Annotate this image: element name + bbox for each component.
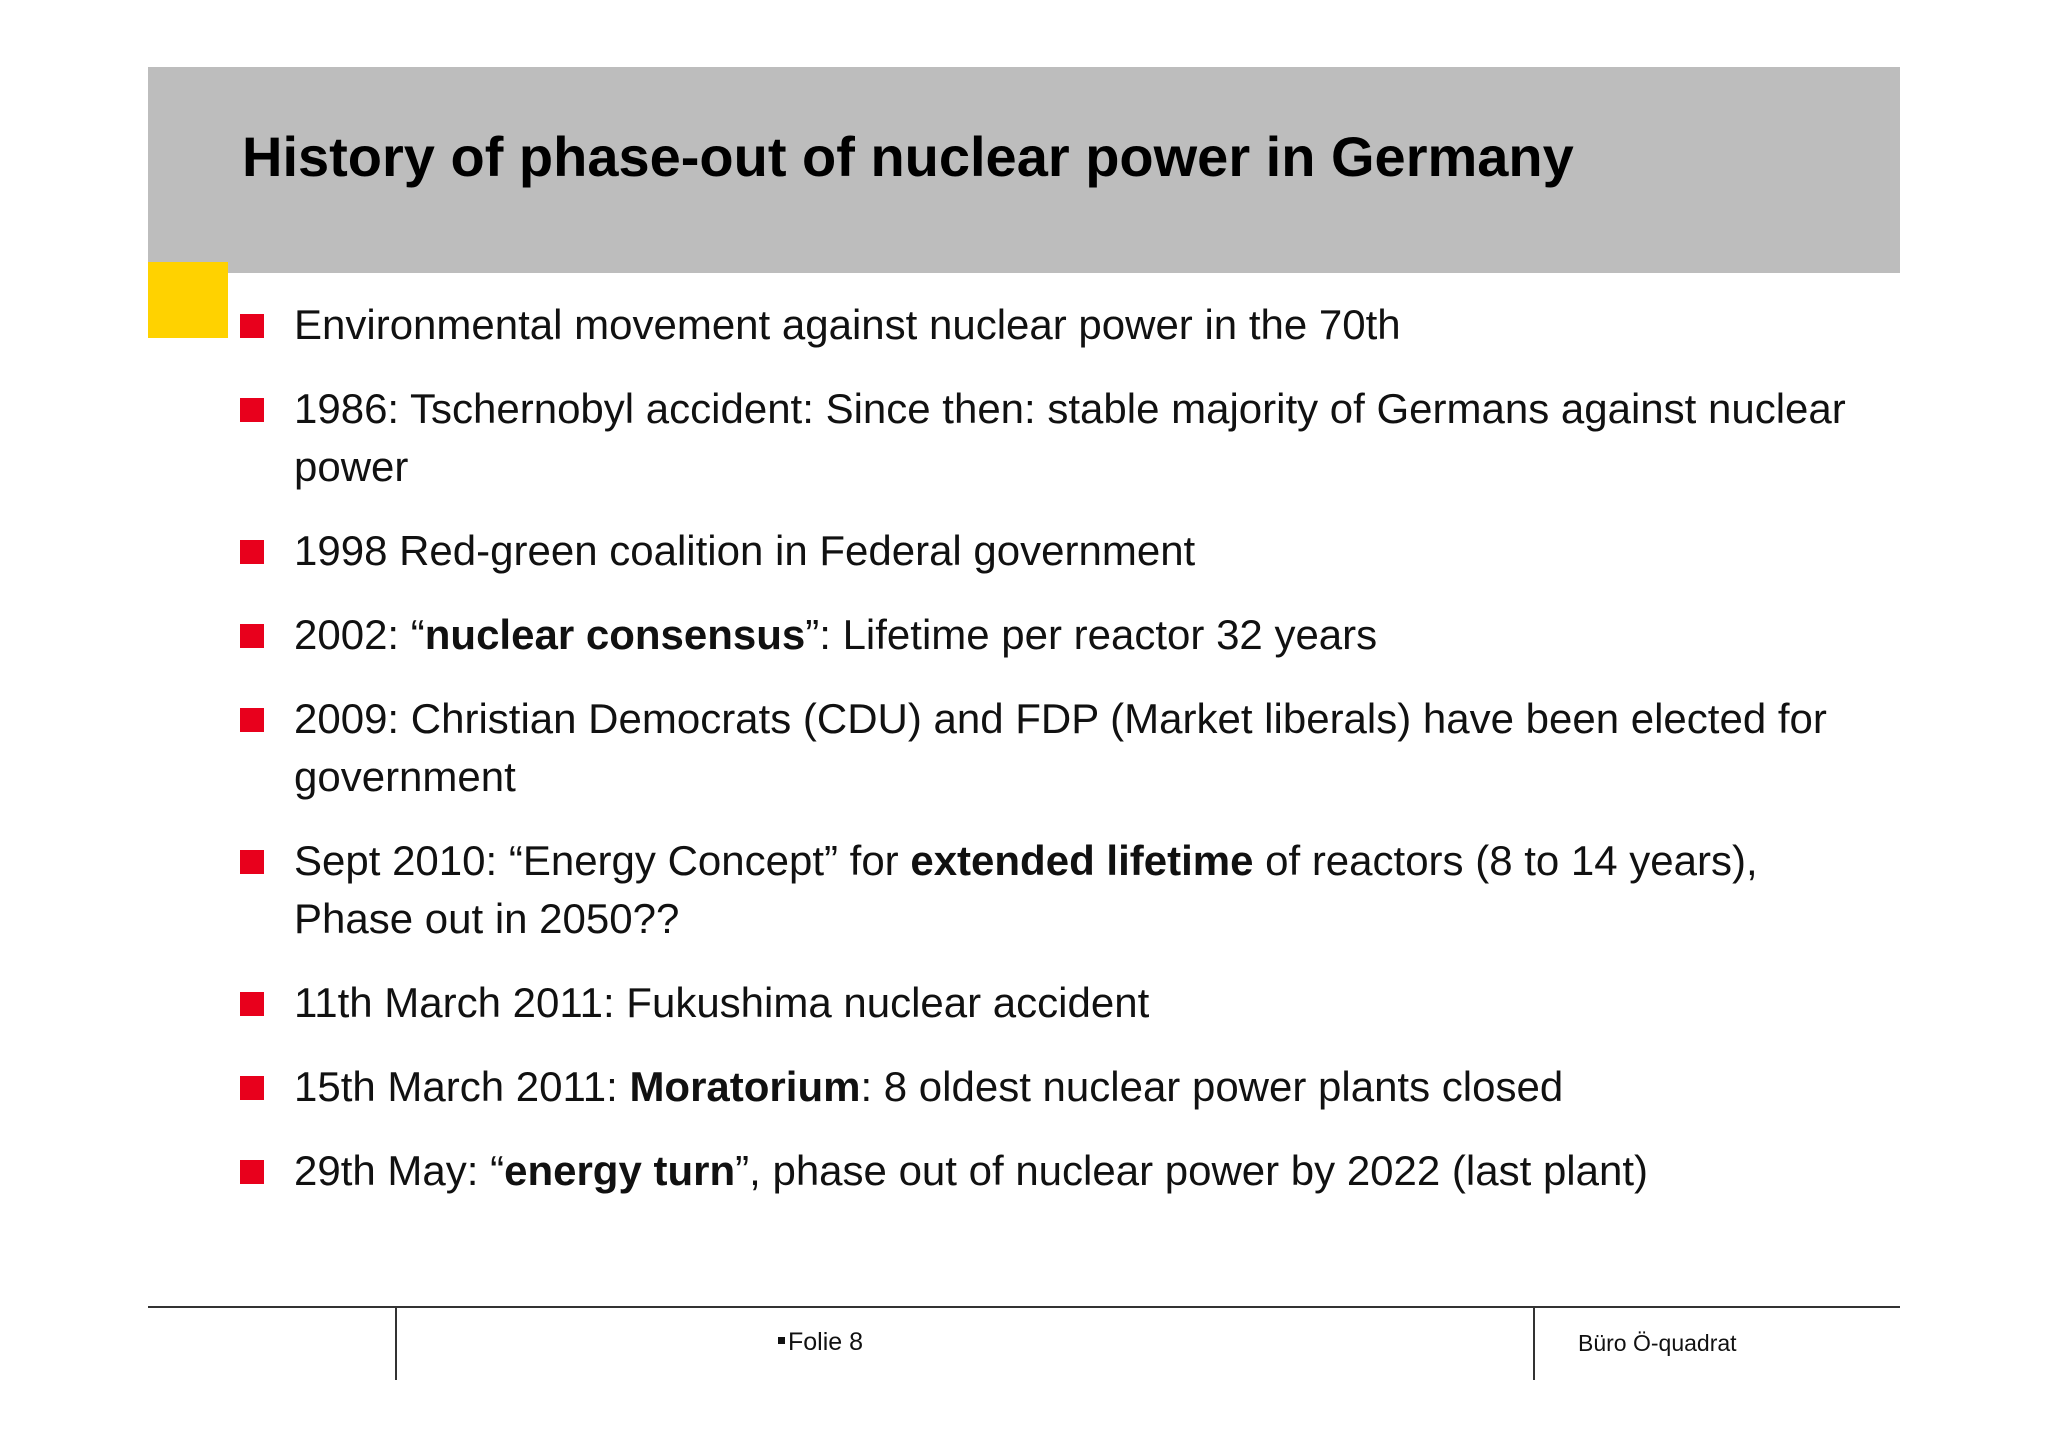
bullet-text-segment: 2009: Christian Democrats (CDU) and FDP (Market liberals) have been elected for government — [294, 695, 1827, 800]
bullet-text-segment: 1998 Red-green coalition in Federal government — [294, 527, 1196, 574]
slide-title: History of phase-out of nuclear power in Germany — [242, 125, 1574, 188]
bullet-text-emphasis: energy turn — [504, 1147, 736, 1194]
bullet-text-emphasis: Moratorium — [629, 1063, 861, 1110]
bullet-text-segment: 11th March 2011: Fukushima nuclear accident — [294, 979, 1150, 1026]
footer-organization: Büro Ö-quadrat — [1578, 1330, 1737, 1356]
bullet-text-segment: 1986: Tschernobyl accident: Since then: stable majority of Germans against nuclear power — [294, 385, 1846, 490]
square-bullet-icon — [240, 398, 264, 422]
square-bullet-icon — [240, 540, 264, 564]
bullet-text — [294, 611, 1377, 658]
square-bullet-icon — [240, 992, 264, 1016]
bullet-text — [294, 695, 1827, 800]
bullet-list — [238, 296, 1858, 1226]
title-band — [148, 67, 1900, 273]
square-bullet-icon — [240, 708, 264, 732]
bullet-text-segment: ”, phase out of nuclear power by 2022 (last plant) — [735, 1147, 1649, 1194]
square-bullet-icon — [240, 1160, 264, 1184]
bullet-text-segment: of reactors (8 to 14 years), Phase out in 2050?? — [294, 837, 1758, 942]
bullet-text-segment: : 8 oldest nuclear power plants closed — [860, 1063, 1564, 1110]
bullet-item — [238, 522, 1858, 580]
bullet-text-emphasis: nuclear consensus — [424, 611, 806, 658]
bullet-text — [294, 527, 1195, 574]
bullet-item — [238, 974, 1858, 1032]
bullet-item — [238, 832, 1858, 948]
accent-square — [148, 262, 228, 338]
footer-page-number — [778, 1328, 863, 1357]
footer-divider-line — [148, 1306, 1900, 1308]
bullet-text-segment: 15th March 2011: — [294, 1063, 630, 1110]
square-bullet-icon — [778, 1337, 785, 1344]
bullet-text-segment: 29th May: “ — [294, 1147, 505, 1194]
footer-separator-left — [395, 1306, 397, 1380]
bullet-item — [238, 606, 1858, 664]
bullet-text-segment: Sept 2010: “Energy Concept” for — [294, 837, 911, 884]
bullet-item — [238, 1058, 1858, 1116]
bullet-text-emphasis: extended lifetime — [910, 837, 1254, 884]
bullet-item — [238, 380, 1858, 496]
bullet-text — [294, 979, 1149, 1026]
bullet-text — [294, 837, 1758, 942]
bullet-text — [294, 301, 1401, 348]
bullet-item — [238, 690, 1858, 806]
footer-page-label: Folie 8 — [788, 1328, 864, 1356]
square-bullet-icon — [240, 314, 264, 338]
footer-separator-right — [1533, 1306, 1535, 1380]
square-bullet-icon — [240, 624, 264, 648]
bullet-item — [238, 296, 1858, 354]
square-bullet-icon — [240, 1076, 264, 1100]
bullet-text-segment: Environmental movement against nuclear power in the 70th — [294, 301, 1401, 348]
square-bullet-icon — [240, 850, 264, 874]
bullet-text — [294, 1063, 1563, 1110]
bullet-text — [294, 1147, 1648, 1194]
bullet-text-segment: 2002: “ — [294, 611, 425, 658]
bullet-text-segment: ”: Lifetime per reactor 32 years — [805, 611, 1378, 658]
bullet-item — [238, 1142, 1858, 1200]
bullet-text — [294, 385, 1846, 490]
